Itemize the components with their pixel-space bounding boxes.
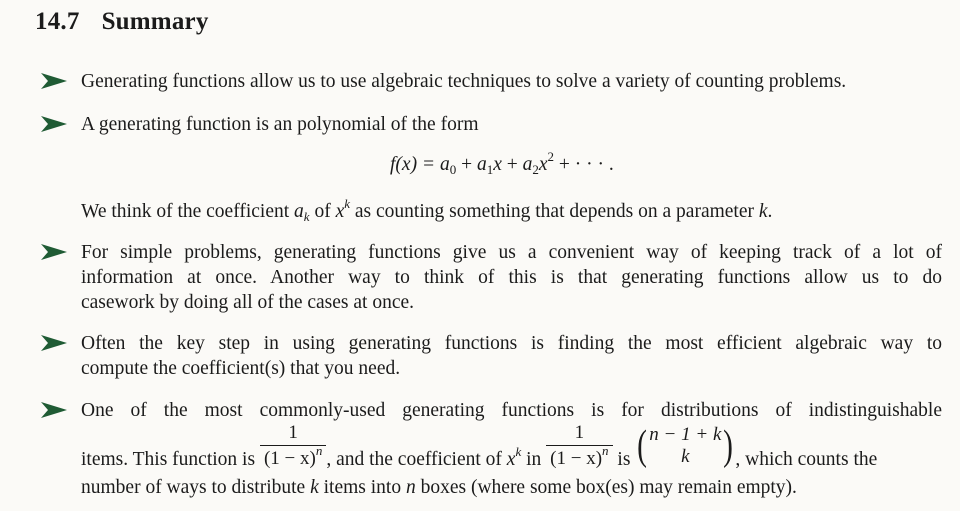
formula-tail: + · · · .: [554, 154, 614, 175]
binomial-stack: [649, 424, 721, 468]
text-run: in: [521, 449, 547, 471]
bullet-line: Often the key step in using generating functions is finding the most efficient algebraic way to: [81, 333, 942, 354]
binomial-coefficient: [635, 424, 735, 468]
bullet-item-3: [81, 240, 942, 315]
denominator-base: (1 − x): [550, 448, 603, 469]
section-number: 14.7: [35, 8, 80, 35]
fraction-numerator: 1: [288, 422, 298, 443]
text-run: is: [612, 449, 636, 471]
text-run: items. This function is: [81, 449, 260, 471]
arrowhead-bullet-icon: [40, 401, 68, 419]
bullet-item-4: [81, 331, 942, 381]
math-var: k: [758, 201, 768, 222]
text-run: as counting something that depends on a parameter: [350, 201, 759, 222]
left-paren: (: [637, 423, 648, 469]
coefficient-note: [81, 196, 942, 224]
formula-term: a: [476, 154, 487, 175]
fraction-generating-function: [546, 422, 612, 470]
math-subscript: k: [303, 209, 310, 224]
text-run: boxes (where some box(es) may remain empty).: [415, 477, 797, 498]
fraction-denominator: [546, 445, 612, 470]
bullet-line: casework by doing all of the cases at once.: [81, 292, 415, 313]
text-run: .: [767, 201, 773, 222]
bullet-5-formula-line: [81, 422, 942, 475]
bullet-item-2: [81, 112, 942, 137]
polynomial-formula: [390, 149, 614, 177]
arrowhead-bullet-icon: [40, 115, 68, 133]
math-exponent: k: [515, 444, 522, 460]
formula-term: a: [439, 154, 450, 175]
denominator-exponent: n: [315, 443, 323, 458]
binomial-top: n − 1 + k: [649, 424, 722, 445]
bullet-item-1: [81, 69, 942, 94]
bullet-line: information at once. Another way to think of this is that generating functions allow us to do: [81, 267, 942, 288]
formula-subscript: 1: [486, 162, 494, 177]
fraction-denominator: [260, 445, 326, 470]
section-heading: [35, 8, 209, 36]
text-run: number of ways to distribute: [81, 477, 311, 498]
fraction-numerator: 1: [574, 422, 585, 443]
fraction-generating-function: [260, 422, 326, 470]
binomial-bottom: k: [681, 446, 690, 467]
formula-lhs: f(x) =: [390, 154, 440, 175]
formula-op: +: [501, 154, 523, 175]
math-var: k: [310, 477, 319, 498]
bullet-line: One of the most commonly-used generating functions is for distributions of indistinguishable: [81, 400, 942, 421]
right-paren: ): [723, 423, 734, 469]
arrowhead-bullet-icon: [40, 334, 68, 352]
formula-subscript: 2: [532, 162, 539, 177]
bullet-line: [81, 475, 942, 500]
text-run: We think of the coefficient: [81, 201, 295, 222]
formula-op: +: [456, 154, 477, 175]
math-var: a: [294, 201, 304, 222]
formula-exponent: 2: [547, 149, 555, 164]
text-run: of: [309, 201, 336, 222]
bullet-text: Generating functions allow us to use algebraic techniques to solve a variety of counting problems.: [81, 71, 847, 92]
formula-var: x: [538, 154, 548, 175]
section-title: Summary: [101, 8, 209, 35]
math-var: x: [335, 201, 345, 222]
bullet-item-5: [81, 398, 942, 423]
arrowhead-bullet-icon: [40, 72, 68, 90]
text-run: , which counts the: [735, 449, 878, 471]
text-run: , and the coefficient of: [326, 449, 507, 471]
denominator-exponent: n: [602, 443, 609, 458]
math-var: n: [405, 477, 416, 498]
bullet-line: compute the coefficient(s) that you need.: [81, 358, 401, 379]
math-exponent: k: [344, 196, 351, 211]
arrowhead-bullet-icon: [40, 243, 68, 261]
denominator-base: (1 − x): [263, 448, 316, 469]
text-run: items into: [318, 477, 406, 498]
math-var: x: [506, 449, 516, 471]
bullet-5-last-line: [81, 475, 942, 500]
coefficient-note-line: [81, 196, 942, 224]
formula-term: a: [522, 154, 533, 175]
formula-var: x: [493, 154, 502, 175]
bullet-text: A generating function is an polynomial of the form: [81, 114, 479, 135]
bullet-line: For simple problems, generating functions give us a convenient way of keeping track of a lot of: [81, 242, 942, 263]
formula-subscript: 0: [449, 162, 457, 177]
